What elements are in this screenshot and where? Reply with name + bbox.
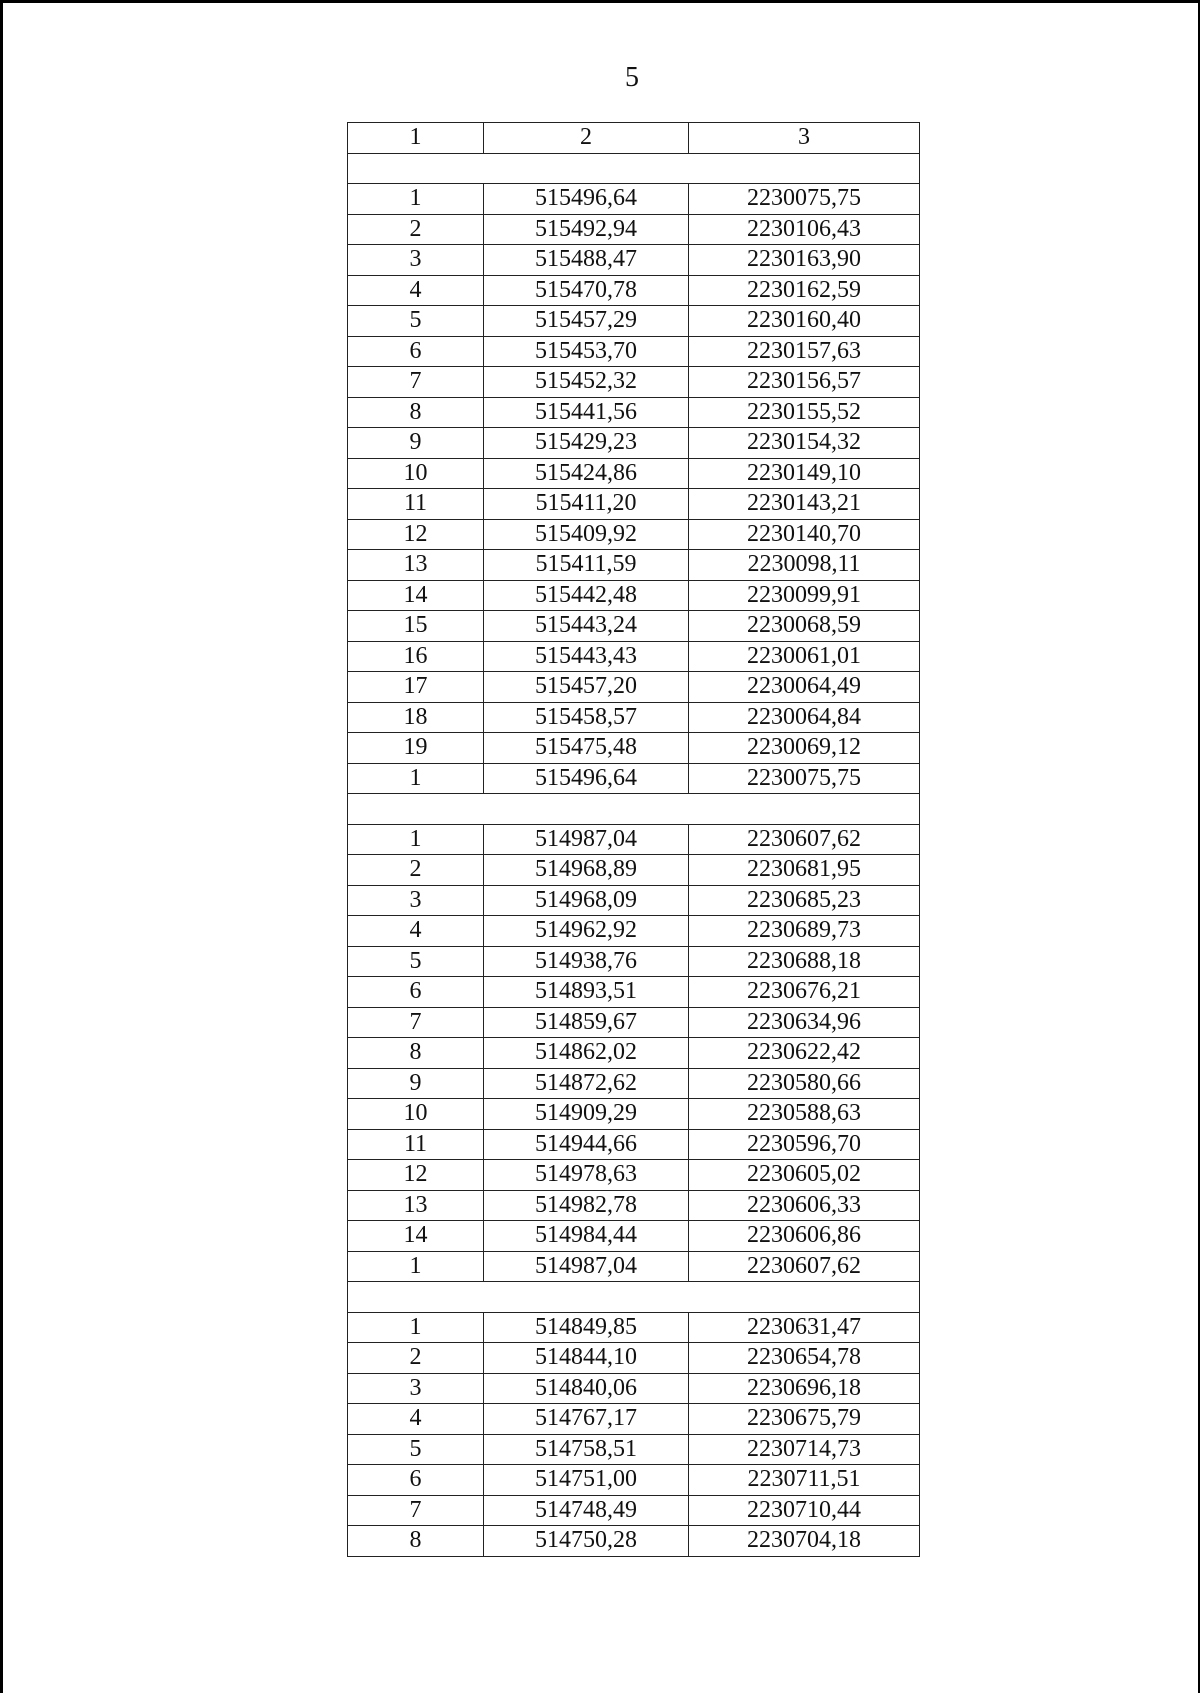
y-coordinate-cell: 2230688,18 — [689, 946, 920, 977]
y-coordinate-cell: 2230607,62 — [689, 1251, 920, 1282]
y-coordinate-cell: 2230689,73 — [689, 916, 920, 947]
y-coordinate-cell: 2230069,12 — [689, 733, 920, 764]
x-coordinate-cell: 514944,66 — [484, 1129, 689, 1160]
table-row — [348, 489, 920, 520]
table-row — [348, 1251, 920, 1282]
point-number-cell: 14 — [348, 1221, 484, 1252]
point-number-cell: 10 — [348, 458, 484, 489]
y-coordinate-cell: 2230711,51 — [689, 1465, 920, 1496]
point-number-cell: 4 — [348, 916, 484, 947]
point-number-cell: 7 — [348, 1007, 484, 1038]
table-row — [348, 672, 920, 703]
table-row — [348, 1007, 920, 1038]
table-row — [348, 397, 920, 428]
header-cell-1: 1 — [348, 123, 484, 154]
x-coordinate-cell: 515424,86 — [484, 458, 689, 489]
point-number-cell: 1 — [348, 824, 484, 855]
table-row — [348, 336, 920, 367]
point-number-cell: 3 — [348, 885, 484, 916]
point-number-cell: 8 — [348, 397, 484, 428]
section-title — [348, 794, 920, 825]
section-title-row — [348, 794, 920, 825]
table-row — [348, 885, 920, 916]
table-row — [348, 1526, 920, 1557]
y-coordinate-cell: 2230631,47 — [689, 1312, 920, 1343]
x-coordinate-cell: 514968,89 — [484, 855, 689, 886]
point-number-cell: 13 — [348, 1190, 484, 1221]
y-coordinate-cell: 2230676,21 — [689, 977, 920, 1008]
x-coordinate-cell: 515441,56 — [484, 397, 689, 428]
y-coordinate-cell: 2230162,59 — [689, 275, 920, 306]
x-coordinate-cell: 515443,43 — [484, 641, 689, 672]
page-border-left — [0, 0, 3, 1693]
table-row — [348, 1495, 920, 1526]
table-row — [348, 275, 920, 306]
y-coordinate-cell: 2230588,63 — [689, 1099, 920, 1130]
x-coordinate-cell: 515496,64 — [484, 184, 689, 215]
table-row — [348, 458, 920, 489]
point-number-cell: 16 — [348, 641, 484, 672]
point-number-cell: 1 — [348, 1251, 484, 1282]
point-number-cell: 1 — [348, 1312, 484, 1343]
x-coordinate-cell: 514748,49 — [484, 1495, 689, 1526]
table-row — [348, 1099, 920, 1130]
point-number-cell: 10 — [348, 1099, 484, 1130]
table-row — [348, 611, 920, 642]
table-row — [348, 977, 920, 1008]
x-coordinate-cell: 515492,94 — [484, 214, 689, 245]
table-row — [348, 763, 920, 794]
y-coordinate-cell: 2230675,79 — [689, 1404, 920, 1435]
x-coordinate-cell: 514978,63 — [484, 1160, 689, 1191]
coordinates-table — [347, 122, 920, 1557]
y-coordinate-cell: 2230075,75 — [689, 763, 920, 794]
x-coordinate-cell: 514751,00 — [484, 1465, 689, 1496]
y-coordinate-cell: 2230156,57 — [689, 367, 920, 398]
point-number-cell: 12 — [348, 519, 484, 550]
y-coordinate-cell: 2230106,43 — [689, 214, 920, 245]
table-row — [348, 1160, 920, 1191]
y-coordinate-cell: 2230605,02 — [689, 1160, 920, 1191]
point-number-cell: 19 — [348, 733, 484, 764]
point-number-cell: 9 — [348, 428, 484, 459]
y-coordinate-cell: 2230685,23 — [689, 885, 920, 916]
y-coordinate-cell: 2230654,78 — [689, 1343, 920, 1374]
x-coordinate-cell: 514872,62 — [484, 1068, 689, 1099]
point-number-cell: 11 — [348, 1129, 484, 1160]
point-number-cell: 7 — [348, 367, 484, 398]
table-header-row — [348, 123, 920, 154]
y-coordinate-cell: 2230099,91 — [689, 580, 920, 611]
y-coordinate-cell: 2230061,01 — [689, 641, 920, 672]
x-coordinate-cell: 515475,48 — [484, 733, 689, 764]
y-coordinate-cell: 2230064,84 — [689, 702, 920, 733]
x-coordinate-cell: 514840,06 — [484, 1373, 689, 1404]
x-coordinate-cell: 515488,47 — [484, 245, 689, 276]
section-title — [348, 1282, 920, 1313]
point-number-cell: 3 — [348, 245, 484, 276]
x-coordinate-cell: 514893,51 — [484, 977, 689, 1008]
x-coordinate-cell: 514758,51 — [484, 1434, 689, 1465]
header-cell-3: 3 — [689, 123, 920, 154]
x-coordinate-cell: 514968,09 — [484, 885, 689, 916]
x-coordinate-cell: 515429,23 — [484, 428, 689, 459]
x-coordinate-cell: 515452,32 — [484, 367, 689, 398]
y-coordinate-cell: 2230075,75 — [689, 184, 920, 215]
table-row — [348, 1038, 920, 1069]
point-number-cell: 18 — [348, 702, 484, 733]
point-number-cell: 6 — [348, 1465, 484, 1496]
table-row — [348, 1190, 920, 1221]
table-row — [348, 1465, 920, 1496]
table-row — [348, 1221, 920, 1252]
table-row — [348, 550, 920, 581]
y-coordinate-cell: 2230143,21 — [689, 489, 920, 520]
x-coordinate-cell: 515458,57 — [484, 702, 689, 733]
x-coordinate-cell: 514862,02 — [484, 1038, 689, 1069]
y-coordinate-cell: 2230157,63 — [689, 336, 920, 367]
y-coordinate-cell: 2230160,40 — [689, 306, 920, 337]
x-coordinate-cell: 514909,29 — [484, 1099, 689, 1130]
x-coordinate-cell: 515457,20 — [484, 672, 689, 703]
y-coordinate-cell: 2230714,73 — [689, 1434, 920, 1465]
x-coordinate-cell: 515453,70 — [484, 336, 689, 367]
table-row — [348, 916, 920, 947]
point-number-cell: 6 — [348, 977, 484, 1008]
x-coordinate-cell: 514987,04 — [484, 1251, 689, 1282]
x-coordinate-cell: 515411,59 — [484, 550, 689, 581]
table-row — [348, 306, 920, 337]
y-coordinate-cell: 2230704,18 — [689, 1526, 920, 1557]
table-row — [348, 428, 920, 459]
y-coordinate-cell: 2230149,10 — [689, 458, 920, 489]
point-number-cell: 4 — [348, 275, 484, 306]
y-coordinate-cell: 2230606,86 — [689, 1221, 920, 1252]
x-coordinate-cell: 514984,44 — [484, 1221, 689, 1252]
y-coordinate-cell: 2230155,52 — [689, 397, 920, 428]
header-cell-2: 2 — [484, 123, 689, 154]
table-row — [348, 1129, 920, 1160]
x-coordinate-cell: 514750,28 — [484, 1526, 689, 1557]
point-number-cell: 2 — [348, 855, 484, 886]
y-coordinate-cell: 2230606,33 — [689, 1190, 920, 1221]
table-row — [348, 946, 920, 977]
page-border-top — [0, 0, 1200, 3]
x-coordinate-cell: 515443,24 — [484, 611, 689, 642]
x-coordinate-cell: 514849,85 — [484, 1312, 689, 1343]
point-number-cell: 6 — [348, 336, 484, 367]
point-number-cell: 1 — [348, 763, 484, 794]
point-number-cell: 9 — [348, 1068, 484, 1099]
x-coordinate-cell: 514962,92 — [484, 916, 689, 947]
table-row — [348, 367, 920, 398]
y-coordinate-cell: 2230596,70 — [689, 1129, 920, 1160]
point-number-cell: 13 — [348, 550, 484, 581]
table-row — [348, 855, 920, 886]
y-coordinate-cell: 2230064,49 — [689, 672, 920, 703]
table-row — [348, 1434, 920, 1465]
table-body — [348, 153, 920, 1556]
y-coordinate-cell: 2230710,44 — [689, 1495, 920, 1526]
x-coordinate-cell: 515411,20 — [484, 489, 689, 520]
table-row — [348, 184, 920, 215]
x-coordinate-cell: 515496,64 — [484, 763, 689, 794]
point-number-cell: 8 — [348, 1038, 484, 1069]
x-coordinate-cell: 515409,92 — [484, 519, 689, 550]
point-number-cell: 2 — [348, 214, 484, 245]
y-coordinate-cell: 2230634,96 — [689, 1007, 920, 1038]
y-coordinate-cell: 2230068,59 — [689, 611, 920, 642]
section-title-row — [348, 1282, 920, 1313]
x-coordinate-cell: 514938,76 — [484, 946, 689, 977]
point-number-cell: 7 — [348, 1495, 484, 1526]
point-number-cell: 2 — [348, 1343, 484, 1374]
table-row — [348, 1404, 920, 1435]
y-coordinate-cell: 2230098,11 — [689, 550, 920, 581]
x-coordinate-cell: 515457,29 — [484, 306, 689, 337]
y-coordinate-cell: 2230622,42 — [689, 1038, 920, 1069]
section-title-row — [348, 153, 920, 184]
table-row — [348, 1373, 920, 1404]
point-number-cell: 14 — [348, 580, 484, 611]
table-row — [348, 214, 920, 245]
table-row — [348, 702, 920, 733]
point-number-cell: 5 — [348, 306, 484, 337]
page-number: 5 — [625, 62, 639, 93]
x-coordinate-cell: 514859,67 — [484, 1007, 689, 1038]
table-row — [348, 824, 920, 855]
table-row — [348, 1068, 920, 1099]
point-number-cell: 5 — [348, 946, 484, 977]
point-number-cell: 4 — [348, 1404, 484, 1435]
table-row — [348, 1343, 920, 1374]
y-coordinate-cell: 2230696,18 — [689, 1373, 920, 1404]
table-row — [348, 1312, 920, 1343]
point-number-cell: 8 — [348, 1526, 484, 1557]
y-coordinate-cell: 2230607,62 — [689, 824, 920, 855]
x-coordinate-cell: 514987,04 — [484, 824, 689, 855]
table-row — [348, 245, 920, 276]
section-title — [348, 153, 920, 184]
x-coordinate-cell: 515470,78 — [484, 275, 689, 306]
x-coordinate-cell: 514982,78 — [484, 1190, 689, 1221]
table-row — [348, 641, 920, 672]
y-coordinate-cell: 2230140,70 — [689, 519, 920, 550]
x-coordinate-cell: 514844,10 — [484, 1343, 689, 1374]
y-coordinate-cell: 2230681,95 — [689, 855, 920, 886]
point-number-cell: 5 — [348, 1434, 484, 1465]
y-coordinate-cell: 2230154,32 — [689, 428, 920, 459]
point-number-cell: 12 — [348, 1160, 484, 1191]
table-row — [348, 733, 920, 764]
point-number-cell: 3 — [348, 1373, 484, 1404]
y-coordinate-cell: 2230163,90 — [689, 245, 920, 276]
point-number-cell: 11 — [348, 489, 484, 520]
y-coordinate-cell: 2230580,66 — [689, 1068, 920, 1099]
table-row — [348, 580, 920, 611]
x-coordinate-cell: 515442,48 — [484, 580, 689, 611]
point-number-cell: 17 — [348, 672, 484, 703]
table-row — [348, 519, 920, 550]
x-coordinate-cell: 514767,17 — [484, 1404, 689, 1435]
point-number-cell: 1 — [348, 184, 484, 215]
point-number-cell: 15 — [348, 611, 484, 642]
